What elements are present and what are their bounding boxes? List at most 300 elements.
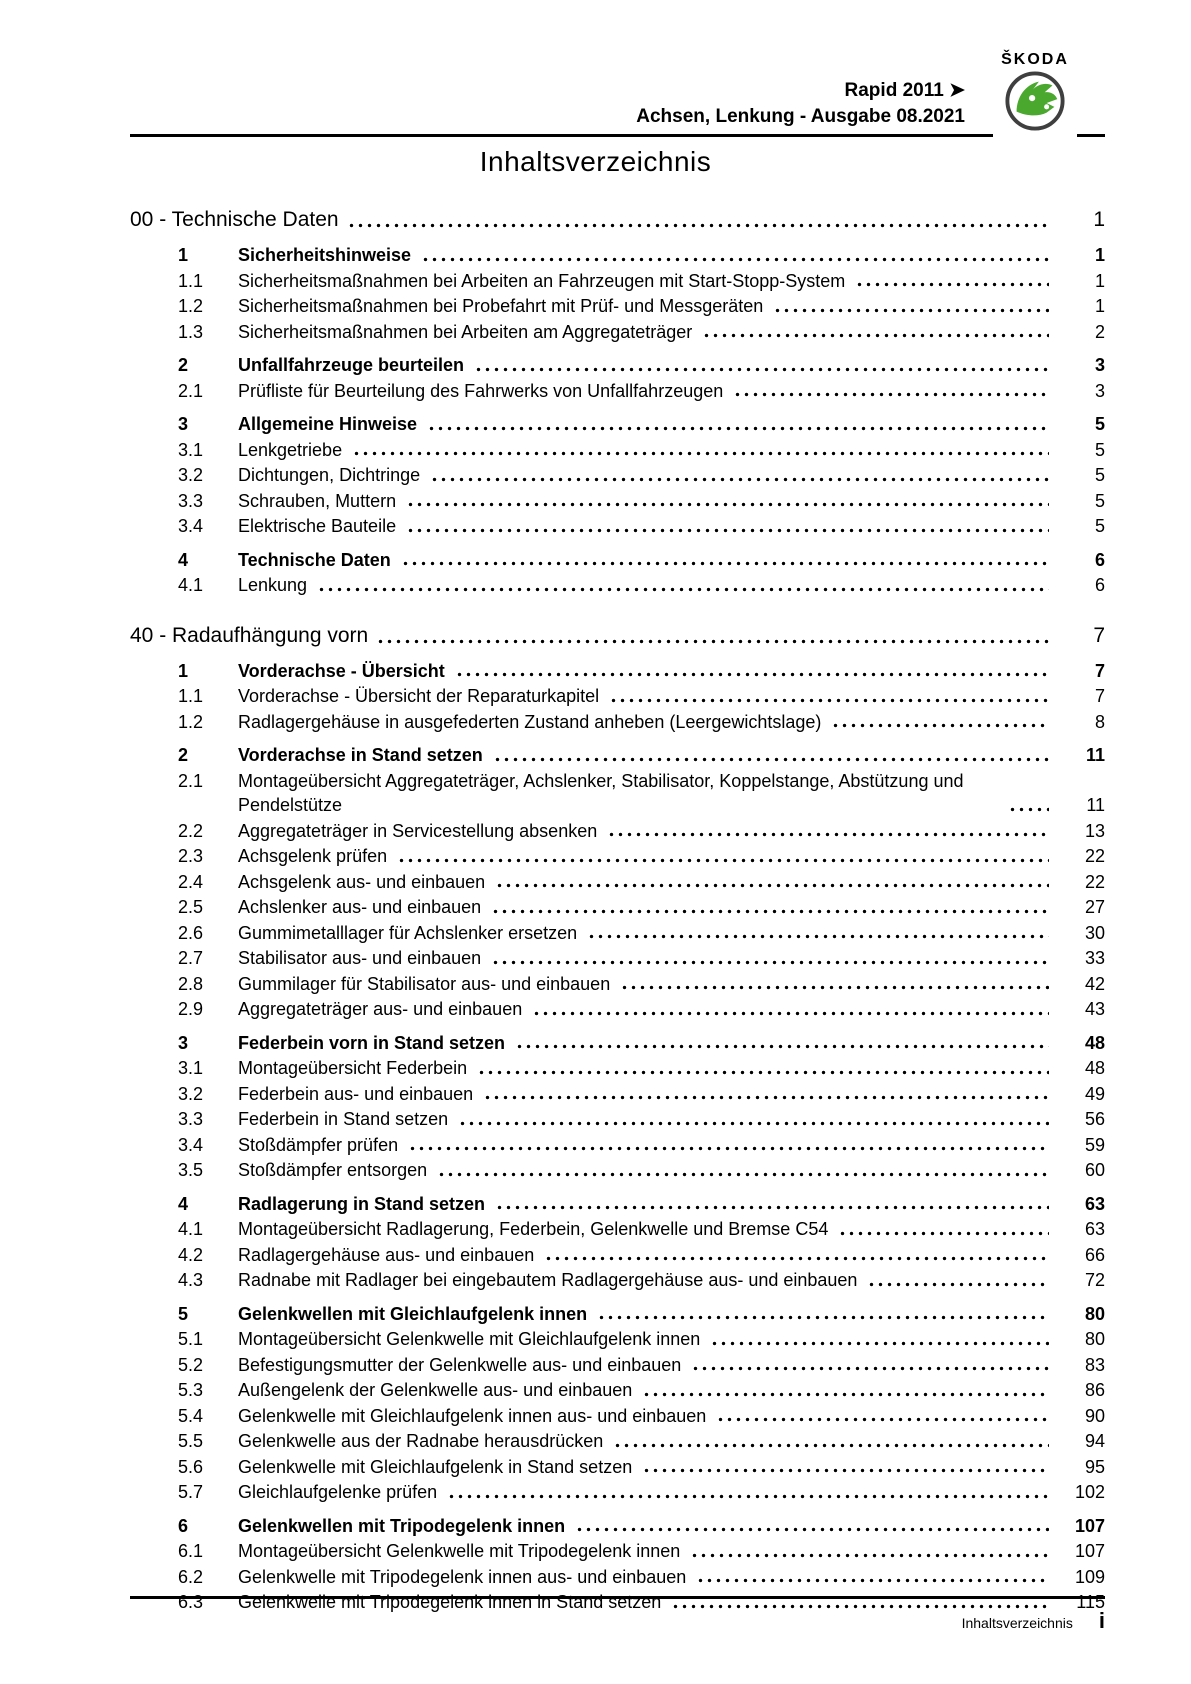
toc-entry-link[interactable]: [178, 294, 1105, 319]
toc-entry-link[interactable]: [178, 1158, 1105, 1183]
toc-entry-link[interactable]: [178, 573, 1105, 598]
toc-entry-leader-wrap: [238, 997, 1055, 1022]
toc-entry-title: Technische Daten: [238, 549, 391, 570]
toc-entry-leader-wrap: [238, 1327, 1055, 1352]
toc-entry-link[interactable]: [178, 710, 1105, 735]
dot-leader: [401, 550, 1049, 573]
toc-entry-leader-wrap: [238, 659, 1055, 684]
dot-leader: [474, 355, 1049, 378]
toc-entry-number: 3.5: [178, 1160, 204, 1180]
toc-entry-title: Schrauben, Muttern: [238, 490, 397, 511]
toc-entry-link[interactable]: [178, 548, 1105, 573]
page-title: Inhaltsverzeichnis: [479, 146, 712, 177]
toc-chapter-label: 00 - Technische Daten: [130, 208, 339, 231]
toc-entry-title: Außengelenk der Gelenkwelle aus- und einbauen: [238, 1380, 633, 1400]
toc-entry-leader-wrap: [238, 489, 1055, 514]
dot-leader: [831, 712, 1049, 735]
toc-entry-leader-wrap: [238, 1158, 1055, 1183]
toc-entry-link[interactable]: [178, 412, 1105, 437]
toc-entry-page: 60: [1084, 1160, 1105, 1180]
toc-entry-page: 1: [1094, 270, 1105, 291]
toc-entry-page: 42: [1084, 973, 1105, 994]
dot-leader: [408, 1135, 1049, 1158]
toc-entry-title: Radlagerung in Stand setzen: [238, 1193, 486, 1214]
toc-entry-page: 66: [1084, 1244, 1105, 1265]
toc-entry-leader-wrap: [238, 769, 1055, 818]
toc-entry-page: 6: [1094, 575, 1105, 595]
dot-leader: [609, 686, 1049, 709]
table-of-contents: [130, 206, 1105, 1615]
toc-entry-page: 3: [1094, 380, 1105, 401]
dot-leader: [483, 1084, 1049, 1107]
toc-entry-page: 109: [1074, 1566, 1105, 1587]
toc-entry-number: 5.7: [178, 1482, 204, 1502]
dot-leader: [867, 1270, 1049, 1293]
dot-leader: [352, 440, 1049, 463]
toc-entry-title: Gummilager für Stabilisator aus- und einbauen: [238, 973, 611, 994]
toc-chapter: [130, 622, 1105, 1615]
toc-entry-leader-wrap: [238, 243, 1055, 268]
toc-entry-number: 3.4: [178, 516, 204, 536]
toc-entry-title: Gelenkwellen mit Gleichlaufgelenk innen: [238, 1303, 588, 1324]
toc-entry-page: 30: [1084, 922, 1105, 943]
toc-entry-number: 2.3: [178, 846, 204, 866]
toc-entry-number: 4.1: [178, 575, 204, 595]
dot-leader: [620, 974, 1049, 997]
toc-chapter-page: 7: [1093, 623, 1105, 647]
toc-entry-number: 4.1: [178, 1219, 204, 1239]
toc-entry-leader-wrap: [238, 463, 1055, 488]
toc-entry-title: Allgemeine Hinweise: [238, 414, 418, 434]
skoda-brand: [993, 52, 1077, 137]
dot-leader: [427, 414, 1049, 437]
toc-entry-number: 3.1: [178, 1058, 204, 1078]
dot-leader: [642, 1457, 1049, 1480]
toc-entry-number: 5.3: [178, 1380, 204, 1400]
toc-entry-title: Gummimetalllager für Achslenker ersetzen: [238, 922, 578, 943]
toc-entry-leader-wrap: [238, 1565, 1055, 1590]
toc-entry-page: 115: [1076, 1592, 1105, 1612]
toc-entry-title: Federbein aus- und einbauen: [238, 1083, 474, 1104]
toc-entry-page: 80: [1084, 1303, 1105, 1324]
toc-entry-page: 5: [1094, 465, 1105, 485]
toc-chapter-leader-wrap: [347, 206, 1055, 234]
toc-entry-leader-wrap: [238, 294, 1055, 319]
toc-entry-number: 3.3: [178, 1109, 204, 1129]
dot-leader: [430, 465, 1049, 488]
toc-entry-number: 3.2: [178, 1083, 204, 1104]
toc-chapter-leader-wrap: [376, 622, 1055, 650]
dot-leader: [397, 846, 1049, 869]
toc-entry-number: 2.6: [178, 922, 204, 943]
toc-entry-number: 3.2: [178, 465, 204, 485]
toc-entry-number: 2.1: [178, 380, 204, 401]
toc-entry-page: 5: [1094, 439, 1105, 460]
toc-entry-page: 2: [1094, 321, 1105, 342]
toc-entry-leader-wrap: [238, 353, 1055, 378]
toc-entry-page: 6: [1094, 549, 1105, 570]
toc-entry-title: Gelenkwelle mit Tripodegelenk innen aus- und einbauen: [238, 1566, 687, 1587]
toc-entry-number: 3: [178, 1032, 189, 1053]
toc-entry-link[interactable]: [178, 1327, 1105, 1352]
toc-entry-link[interactable]: [178, 769, 1105, 818]
toc-entry-link[interactable]: [178, 946, 1105, 971]
header-subtitle-line: Achsen, Lenkung - Ausgabe 08.2021: [636, 106, 965, 127]
toc-entry-leader-wrap: [238, 1082, 1055, 1107]
toc-entry-leader-wrap: [238, 972, 1055, 997]
toc-entry-page: 11: [1085, 745, 1105, 765]
dot-leader: [515, 1033, 1049, 1056]
toc-entry-title: Vorderachse in Stand setzen: [238, 745, 483, 765]
toc-entry-title: Achslenker aus- und einbauen: [238, 897, 482, 917]
toc-entry-title: Prüfliste für Beurteilung des Fahrwerks von Unfallfahrzeugen: [238, 380, 724, 401]
toc-entry-page: 95: [1084, 1456, 1105, 1477]
dot-leader: [376, 626, 1049, 649]
toc-entry-title: Befestigungsmutter der Gelenkwelle aus- und einbauen: [238, 1354, 682, 1375]
toc-entry-page: 90: [1084, 1405, 1105, 1426]
toc-entry-number: 2.5: [178, 897, 204, 917]
toc-entry-link[interactable]: [178, 438, 1105, 463]
toc-entry-title: Sicherheitsmaßnahmen bei Arbeiten am Aggregateträger: [238, 321, 693, 342]
toc-entry-link[interactable]: [178, 489, 1105, 514]
dot-leader: [855, 271, 1049, 294]
dot-leader: [642, 1380, 1049, 1403]
toc-entry-page: 5: [1094, 516, 1105, 536]
toc-entry-link[interactable]: [178, 1217, 1105, 1242]
toc-entry-link[interactable]: [178, 1107, 1105, 1132]
toc-entry-page: 94: [1084, 1431, 1105, 1451]
toc-chapter-label: 40 - Radaufhängung vorn: [130, 623, 369, 647]
toc-entry-number: 2.2: [178, 820, 204, 841]
toc-entry-link[interactable]: [178, 684, 1105, 709]
toc-entry-leader-wrap: [238, 269, 1055, 294]
toc-entry-link[interactable]: [178, 1353, 1105, 1378]
toc-chapter: [130, 206, 1105, 598]
dot-leader: [455, 661, 1049, 684]
toc-entry-title: Lenkung: [238, 575, 308, 595]
toc-entry-number: 5: [178, 1303, 189, 1324]
toc-entry-number: 1.3: [178, 321, 204, 342]
toc-entry-leader-wrap: [238, 1514, 1055, 1539]
toc-entry-link[interactable]: [178, 243, 1105, 268]
toc-chapter-link[interactable]: [130, 206, 1105, 234]
toc-entry-page: 27: [1084, 897, 1105, 917]
toc-entry-title: Stoßdämpfer entsorgen: [238, 1160, 428, 1180]
toc-entry-link[interactable]: [178, 921, 1105, 946]
toc-entry-leader-wrap: [238, 1455, 1055, 1480]
toc-entry-link[interactable]: [178, 1133, 1105, 1158]
toc-entry-link[interactable]: [178, 1539, 1105, 1564]
toc-entry-title: Montageübersicht Gelenkwelle mit Tripodegelenk innen: [238, 1541, 681, 1561]
toc-entry-title: Dichtungen, Dichtringe: [238, 465, 421, 485]
dot-leader: [406, 491, 1049, 514]
toc-entry-number: 1.2: [178, 296, 204, 316]
toc-entry-number: 1: [178, 245, 189, 265]
toc-entry-title: Vorderachse - Übersicht: [238, 660, 445, 681]
dot-leader: [458, 1109, 1049, 1132]
toc-entry-number: 5.2: [178, 1354, 204, 1375]
dot-leader: [710, 1329, 1049, 1352]
toc-entry-leader-wrap: [238, 548, 1055, 573]
toc-entry-page: 5: [1094, 414, 1105, 434]
toc-entry-leader-wrap: [238, 514, 1055, 539]
toc-entry-title: Gelenkwelle mit Gleichlaufgelenk innen aus- und einbauen: [238, 1405, 707, 1426]
dot-leader: [421, 245, 1049, 268]
toc-entry-number: 4.2: [178, 1244, 204, 1265]
toc-entry-link[interactable]: [178, 819, 1105, 844]
toc-entry-leader-wrap: [238, 870, 1055, 895]
dot-leader: [544, 1245, 1049, 1268]
dot-leader: [575, 1516, 1049, 1539]
dot-leader: [773, 296, 1049, 319]
toc-entry-page: 5: [1094, 490, 1105, 511]
toc-entry-link[interactable]: [178, 463, 1105, 488]
toc-entry-number: 3.1: [178, 439, 204, 460]
toc-entry-leader-wrap: [238, 412, 1055, 437]
toc-entry-leader-wrap: [238, 1243, 1055, 1268]
dot-leader: [597, 1304, 1049, 1327]
toc-entry-page: 56: [1084, 1109, 1105, 1129]
footer-rule: [130, 1596, 1105, 1599]
toc-entry-link[interactable]: [178, 1082, 1105, 1107]
toc-entry-leader-wrap: [238, 320, 1055, 345]
toc-entry-page: 83: [1084, 1354, 1105, 1375]
toc-entry-link[interactable]: [178, 895, 1105, 920]
toc-entry-link[interactable]: [178, 514, 1105, 539]
dot-leader: [491, 948, 1049, 971]
toc-entry-leader-wrap: [238, 1217, 1055, 1242]
toc-entry-title: Radnabe mit Radlager bei eingebautem Radlagergehäuse aus- und einbauen: [238, 1270, 858, 1290]
toc-chapter-link[interactable]: [130, 622, 1105, 650]
toc-entry-leader-wrap: [238, 379, 1055, 404]
toc-entry-page: 59: [1084, 1134, 1105, 1155]
toc-entry-page: 1: [1094, 245, 1105, 265]
toc-entry-leader-wrap: [238, 438, 1055, 463]
dot-leader: [493, 745, 1049, 768]
toc-entry-title: Sicherheitshinweise: [238, 245, 412, 265]
toc-entry-link[interactable]: [178, 1404, 1105, 1429]
dot-leader: [406, 516, 1049, 539]
toc-entry-leader-wrap: [238, 1429, 1055, 1454]
toc-entry-number: 6: [178, 1515, 189, 1536]
toc-entry-link[interactable]: [178, 320, 1105, 345]
dot-leader: [437, 1160, 1049, 1183]
toc-entry-page: 7: [1094, 686, 1105, 706]
toc-entry-leader-wrap: [238, 1404, 1055, 1429]
toc-entry-title: Radlagergehäuse in ausgefederten Zustand anheben (Leergewichtslage): [238, 711, 822, 732]
toc-entry-leader-wrap: [238, 1056, 1055, 1081]
toc-entry-leader-wrap: [238, 895, 1055, 920]
toc-entry-link[interactable]: [178, 1455, 1105, 1480]
dot-leader: [607, 821, 1049, 844]
toc-entry-leader-wrap: [238, 946, 1055, 971]
toc-entry-title: Montageübersicht Aggregateträger, Achslenker, Stabilisator, Koppelstange, Abstützung und Pendelstütze: [238, 770, 964, 815]
toc-entry-leader-wrap: [238, 1378, 1055, 1403]
toc-entry-number: 2.1: [178, 770, 204, 791]
toc-entry-link[interactable]: [178, 1429, 1105, 1454]
skoda-logo-icon: [993, 70, 1077, 137]
toc-entry-number: 2.8: [178, 973, 204, 994]
toc-entry-title: Montageübersicht Radlagerung, Federbein, Gelenkwelle und Bremse C54: [238, 1219, 829, 1239]
toc-entry-number: 2.7: [178, 948, 204, 968]
toc-entry-title: Sicherheitsmaßnahmen bei Arbeiten an Fahrzeugen mit Start-Stopp-System: [238, 270, 846, 291]
toc-entry-number: 4.3: [178, 1270, 204, 1290]
toc-entry-leader-wrap: [238, 921, 1055, 946]
skoda-wordmark: ŠKODA: [1001, 51, 1069, 68]
toc-entry-page: 102: [1074, 1482, 1105, 1502]
toc-entry-number: 3.3: [178, 490, 204, 511]
toc-entry-page: 33: [1084, 948, 1105, 968]
toc-entry-link[interactable]: [178, 1378, 1105, 1403]
toc-entry-link[interactable]: [178, 379, 1105, 404]
toc-entry-link[interactable]: [178, 1480, 1105, 1505]
dot-leader: [347, 211, 1049, 234]
toc-entry-page: 7: [1094, 660, 1105, 681]
toc-entry-title: Sicherheitsmaßnahmen bei Probefahrt mit Prüf- und Messgeräten: [238, 296, 764, 316]
dot-leader: [491, 897, 1049, 920]
toc-entry-leader-wrap: [238, 819, 1055, 844]
toc-entry-leader-wrap: [238, 1302, 1055, 1327]
dot-leader: [838, 1219, 1049, 1242]
dot-leader: [532, 999, 1049, 1022]
toc-entry-number: 1.2: [178, 711, 204, 732]
toc-entry-number: 2: [178, 745, 189, 765]
toc-entry-title: Stabilisator aus- und einbauen: [238, 948, 482, 968]
toc-entry-number: 3.4: [178, 1134, 204, 1155]
toc-entry-link[interactable]: [178, 997, 1105, 1022]
toc-entry-title: Gelenkwelle mit Gleichlaufgelenk in Stand setzen: [238, 1456, 633, 1477]
toc-entry-title: Aggregateträger in Servicestellung absenken: [238, 820, 598, 841]
toc-entry-title: Unfallfahrzeuge beurteilen: [238, 355, 465, 375]
header-rule: [130, 134, 1105, 137]
toc-entry-number: 4: [178, 1193, 189, 1214]
toc-entry-page: 3: [1094, 355, 1105, 375]
toc-entry-link[interactable]: [178, 1268, 1105, 1293]
toc-entry-leader-wrap: [238, 1480, 1055, 1505]
dot-leader: [691, 1355, 1049, 1378]
toc-chapter-page: 1: [1093, 208, 1105, 231]
toc-entry-number: 1: [178, 660, 189, 681]
toc-entry-title: Montageübersicht Gelenkwelle mit Gleichlaufgelenk innen: [238, 1329, 701, 1349]
toc-entry-title: Aggregateträger aus- und einbauen: [238, 999, 523, 1019]
toc-entry-leader-wrap: [238, 1353, 1055, 1378]
toc-entry-link[interactable]: [178, 1031, 1105, 1056]
toc-entry-link[interactable]: [178, 844, 1105, 869]
toc-entry-page: 1: [1094, 296, 1105, 316]
footer-page-number: i: [1098, 1608, 1105, 1633]
toc-entry-leader-wrap: [238, 1133, 1055, 1158]
toc-entry-number: 5.4: [178, 1405, 204, 1426]
dot-leader: [690, 1541, 1049, 1564]
toc-entry-title: Gelenkwelle aus der Radnabe herausdrücken: [238, 1431, 604, 1451]
dot-leader: [495, 1194, 1049, 1217]
dot-leader: [317, 575, 1049, 598]
toc-entry-link[interactable]: [178, 269, 1105, 294]
dot-leader: [587, 923, 1049, 946]
toc-entry-leader-wrap: [238, 1031, 1055, 1056]
toc-entry-leader-wrap: [238, 710, 1055, 735]
toc-entry-title: Federbein in Stand setzen: [238, 1109, 449, 1129]
toc-entry-page: 63: [1084, 1219, 1105, 1239]
toc-entry-page: 80: [1084, 1329, 1105, 1349]
toc-entry-page: 22: [1084, 871, 1105, 892]
dot-leader: [613, 1431, 1049, 1454]
toc-entry-page: 48: [1084, 1058, 1105, 1078]
dot-leader: [1008, 795, 1049, 818]
toc-entry-page: 11: [1086, 795, 1105, 815]
toc-entry-page: 49: [1084, 1083, 1105, 1104]
toc-entry-leader-wrap: [238, 844, 1055, 869]
toc-entry-title: Achsgelenk aus- und einbauen: [238, 871, 486, 892]
toc-entry-number: 5.6: [178, 1456, 204, 1477]
toc-entry-link[interactable]: [178, 743, 1105, 768]
dot-leader: [495, 872, 1049, 895]
toc-entry-link[interactable]: [178, 659, 1105, 684]
toc-entry-page: 107: [1074, 1515, 1105, 1536]
toc-entry-leader-wrap: [238, 1539, 1055, 1564]
toc-entry-title: Gelenkwellen mit Tripodegelenk innen: [238, 1515, 566, 1536]
toc-entry-title: Federbein vorn in Stand setzen: [238, 1032, 506, 1053]
toc-entry-link[interactable]: [178, 1056, 1105, 1081]
toc-entry-leader-wrap: [238, 684, 1055, 709]
header-model-line: Rapid 2011 ➤: [844, 80, 965, 101]
toc-entry-title: Gelenkwelle mit Tripodegelenk innen in Stand setzen: [238, 1592, 662, 1612]
toc-entry-title: Montageübersicht Federbein: [238, 1058, 468, 1078]
dot-leader: [447, 1482, 1049, 1505]
toc-entry-link[interactable]: [178, 1243, 1105, 1268]
toc-entry-number: 2: [178, 355, 189, 375]
toc-entry-number: 6.1: [178, 1541, 204, 1561]
toc-entry-title: Elektrische Bauteile: [238, 516, 397, 536]
toc-entry-list: [130, 659, 1105, 1615]
toc-entry-page: 72: [1084, 1270, 1105, 1290]
dot-leader: [716, 1406, 1049, 1429]
toc-entry-list: [130, 243, 1105, 598]
toc-entry-page: 8: [1094, 711, 1105, 732]
toc-entry-leader-wrap: [238, 743, 1055, 768]
toc-entry-leader-wrap: [238, 1192, 1055, 1217]
dot-leader: [733, 381, 1049, 404]
toc-entry-link[interactable]: [178, 1565, 1105, 1590]
toc-entry-number: 1.1: [178, 270, 204, 291]
toc-entry-number: 6.2: [178, 1566, 204, 1587]
toc-entry-link[interactable]: [178, 353, 1105, 378]
toc-entry-title: Gleichlaufgelenke prüfen: [238, 1482, 438, 1502]
toc-entry-page: 86: [1084, 1380, 1105, 1400]
toc-entry-number: 1.1: [178, 686, 204, 706]
toc-entry-leader-wrap: [238, 1268, 1055, 1293]
toc-entry-link[interactable]: [178, 870, 1105, 895]
header-text: [636, 78, 965, 130]
toc-entry-page: 43: [1084, 999, 1105, 1019]
toc-entry-number: 2.4: [178, 871, 204, 892]
toc-entry-link[interactable]: [178, 972, 1105, 997]
toc-entry-number: 2.9: [178, 999, 204, 1019]
toc-entry-number: 6.3: [178, 1592, 204, 1612]
toc-entry-page: 63: [1084, 1193, 1105, 1214]
footer-label: Inhaltsverzeichnis: [961, 1615, 1073, 1631]
dot-leader: [696, 1567, 1049, 1590]
toc-entry-number: 4: [178, 549, 189, 570]
toc-entry-page: 13: [1084, 820, 1105, 841]
toc-entry-link[interactable]: [178, 1192, 1105, 1217]
toc-entry-link[interactable]: [178, 1514, 1105, 1539]
toc-entry-link[interactable]: [178, 1302, 1105, 1327]
toc-entry-page: 107: [1074, 1541, 1105, 1561]
toc-entry-title: Radlagergehäuse aus- und einbauen: [238, 1244, 535, 1265]
toc-entry-number: 5.5: [178, 1431, 204, 1451]
toc-entry-title: Achsgelenk prüfen: [238, 846, 388, 866]
